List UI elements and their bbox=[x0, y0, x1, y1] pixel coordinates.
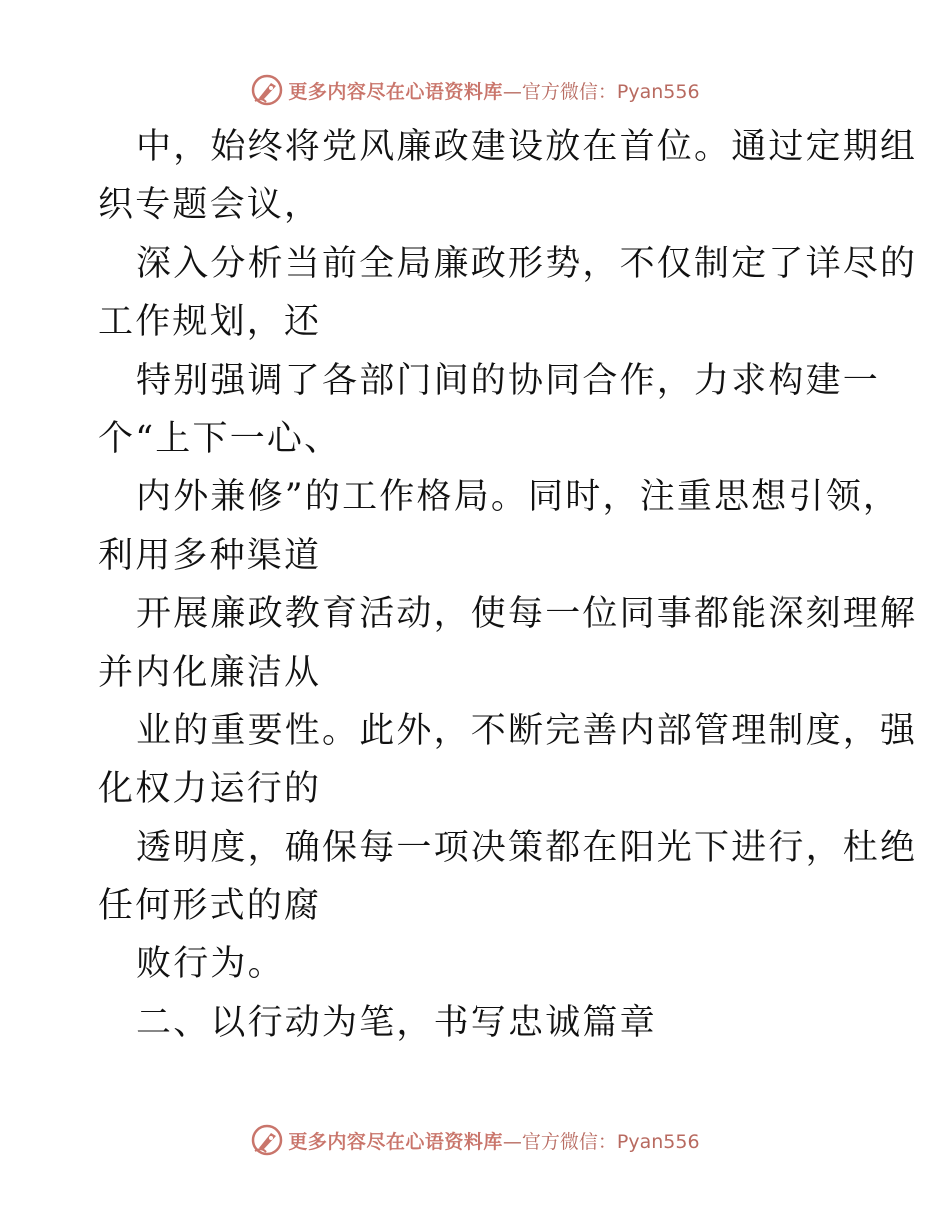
text-line: 织专题会议， bbox=[98, 185, 322, 226]
text-line: 特别强调了各部门间的协同合作，力求构建一 bbox=[136, 360, 881, 401]
text-line: 内外兼修”的工作格局。同时，注重思想引领， bbox=[136, 477, 901, 518]
watermark-main-text: 更多内容尽在心语资料库 bbox=[288, 80, 503, 103]
text-line: 透明度，确保每一项决策都在阳光下进行，杜绝 bbox=[136, 827, 918, 868]
text-line: 利用多种渠道 bbox=[98, 535, 322, 576]
footer-watermark bbox=[0, 1122, 950, 1158]
text-line: 败行为。 bbox=[136, 944, 285, 985]
watermark-main-text: 更多内容尽在心语资料库 bbox=[288, 1130, 503, 1153]
text-line: 开展廉政教育活动，使每一位同事都能深刻理解 bbox=[136, 594, 918, 635]
text-line: 个“上下一心、 bbox=[98, 418, 342, 459]
watermark-contact-text: —官方微信：Pyan556 bbox=[502, 80, 700, 103]
pen-nib-logo-icon bbox=[250, 1123, 284, 1157]
document-body bbox=[98, 118, 918, 1052]
text-line: 任何形式的腐 bbox=[98, 886, 322, 927]
text-line: 工作规划，还 bbox=[98, 302, 322, 343]
section-heading: 二、以行动为笔，书写忠诚篇章 bbox=[136, 1002, 657, 1043]
text-line: 化权力运行的 bbox=[98, 769, 322, 810]
text-line: 深入分析当前全局廉政形势，不仅制定了详尽的 bbox=[136, 243, 918, 284]
watermark-contact-text: —官方微信：Pyan556 bbox=[502, 1130, 700, 1153]
text-line: 业的重要性。此外，不断完善内部管理制度，强 bbox=[136, 710, 918, 751]
pen-nib-logo-icon bbox=[250, 73, 284, 107]
header-watermark bbox=[0, 72, 950, 108]
text-line: 并内化廉洁从 bbox=[98, 652, 322, 693]
text-line: 中，始终将党风廉政建设放在首位。通过定期组 bbox=[136, 127, 918, 167]
